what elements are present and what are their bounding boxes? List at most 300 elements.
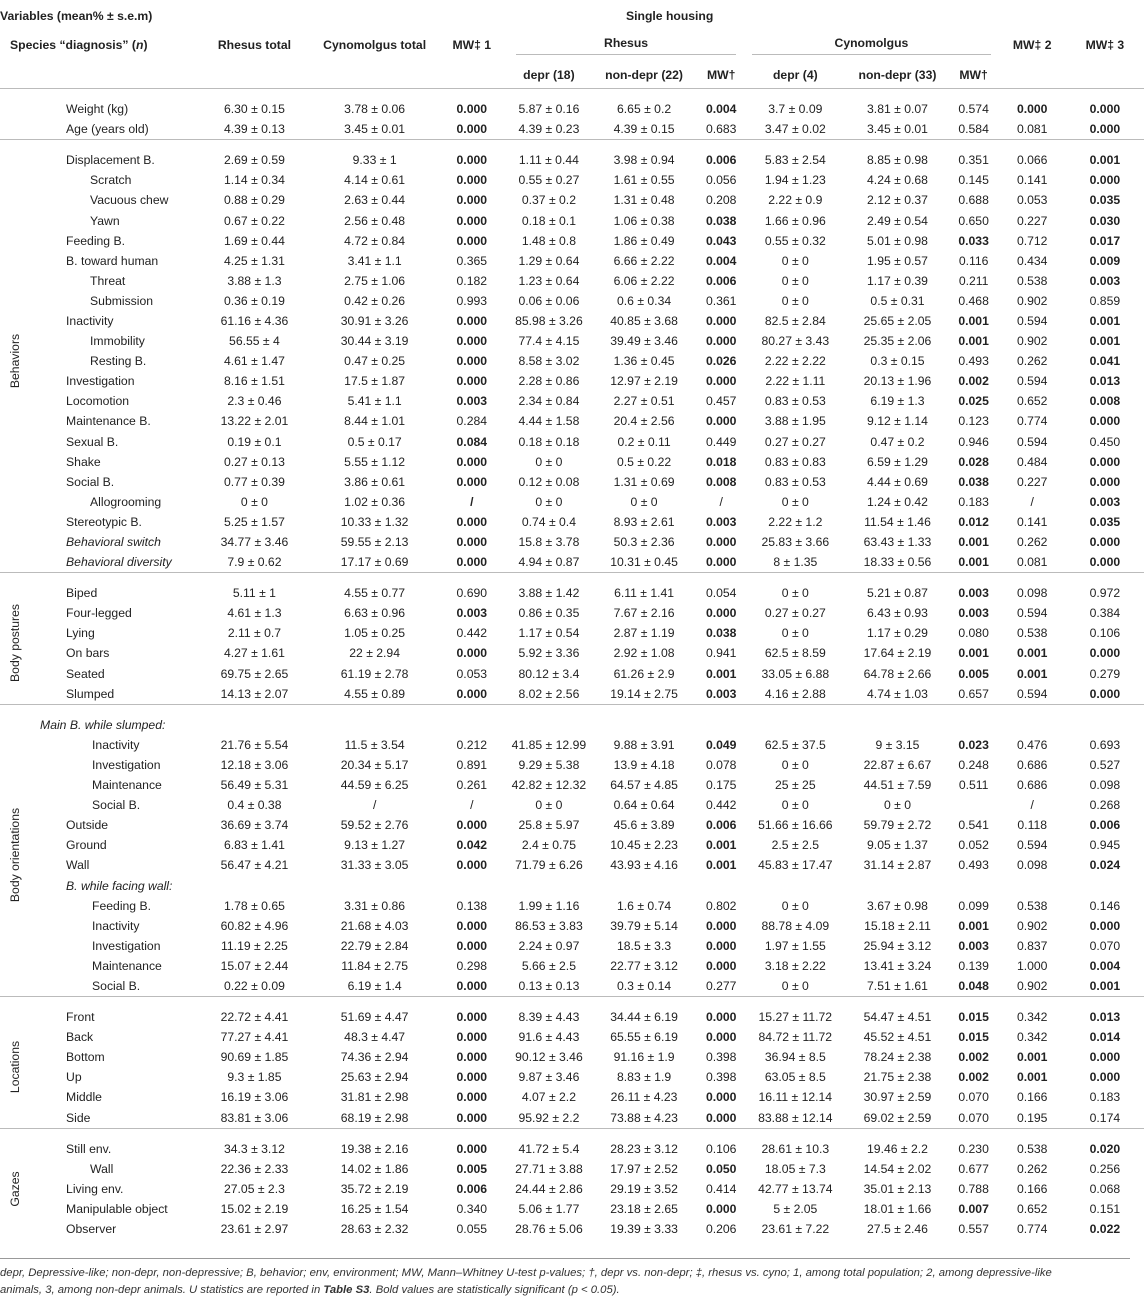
table-cell: 0.227 — [1016, 474, 1048, 489]
table-cell: 0.538 — [1016, 1141, 1048, 1156]
table-cell: 1.61 ± 0.55 — [613, 173, 675, 188]
table-cell: 6.06 ± 2.22 — [613, 273, 675, 288]
table-cell: 0.001 — [1089, 313, 1121, 328]
table-row — [0, 331, 1144, 351]
table-cell: 0.004 — [705, 253, 737, 268]
table-cell: 54.47 ± 4.51 — [863, 1010, 932, 1025]
table-cell: 5.11 ± 1 — [232, 586, 276, 601]
table-cell: 2.22 ± 2.22 — [764, 354, 826, 369]
table-cell: 29.19 ± 3.52 — [610, 1181, 678, 1196]
table-cell: 14.02 ± 1.86 — [340, 1161, 409, 1176]
table-cell: 0.262 — [1016, 1161, 1048, 1176]
table-cell: 0.000 — [705, 334, 737, 349]
table-cell: 91.6 ± 4.43 — [518, 1030, 580, 1045]
table-cell: 8.02 ± 2.56 — [518, 686, 580, 701]
table-cell: 0.450 — [1089, 434, 1121, 449]
table-cell: 3.86 ± 0.61 — [344, 474, 406, 489]
table-cell: 0 ± 0 — [535, 494, 563, 509]
table-cell: 0.538 — [1016, 898, 1048, 913]
table-row — [0, 1179, 1144, 1199]
table-cell: 0.080 — [958, 626, 989, 641]
table-cell: 9.87 ± 3.46 — [518, 1070, 580, 1085]
variable-name: On bars — [66, 646, 110, 661]
table-cell: 2.87 ± 1.19 — [613, 626, 675, 641]
table-cell: 0.902 — [1016, 293, 1048, 308]
table-row — [0, 311, 1144, 331]
table-cell: 3.88 ± 1.95 — [764, 414, 826, 429]
table-cell: 0.002 — [958, 1050, 989, 1065]
table-cell: 0.584 — [958, 122, 989, 137]
table-cell: 0.000 — [456, 918, 488, 933]
table-cell: 3.98 ± 0.94 — [613, 153, 675, 168]
table-cell: 25.65 ± 2.05 — [863, 313, 932, 328]
table-cell: 1.6 ± 0.74 — [617, 898, 672, 913]
table-row — [0, 835, 1144, 855]
table-cell: 1.99 ± 1.16 — [518, 898, 580, 913]
table-row — [0, 452, 1144, 472]
table-cell: 0.000 — [1089, 1070, 1121, 1085]
table-row — [0, 855, 1144, 875]
table-cell: 0.009 — [1089, 253, 1121, 268]
table-cell: 0.183 — [958, 494, 989, 509]
table-cell: 6.65 ± 0.2 — [617, 102, 672, 117]
table-cell: 59.52 ± 2.76 — [340, 818, 409, 833]
table-cell: 51.69 ± 4.47 — [340, 1010, 409, 1025]
table-row — [0, 432, 1144, 452]
table-footnote: depr, Depressive-like; non-depr, non-depressive; B, behavior; env, environment; MW, Mann–Whitney U-test p-values; †, depr vs. non-depr; ‡, rhesus vs. cyno; 1, among total population; 2, among depressive-like animals, 3, among non-depr animals. U statistics are reported in Table S3. Bold values are statistically significant (p < 0.05). — [0, 1258, 1130, 1299]
variable-name: Social B. — [92, 798, 141, 813]
rhesus-total-header: Rhesus total — [217, 38, 291, 52]
table-cell: 0.351 — [958, 153, 989, 168]
variable-name: Inactivity — [92, 737, 140, 752]
table-cell: 0.67 ± 0.22 — [223, 213, 285, 228]
table-cell: 0.230 — [958, 1141, 989, 1156]
table-cell: 0.683 — [705, 122, 737, 137]
table-cell: 11.19 ± 2.25 — [221, 938, 288, 953]
table-cell: 74.36 ± 2.94 — [340, 1050, 409, 1065]
table-row — [0, 735, 1144, 755]
table-row — [0, 775, 1144, 795]
table-cell: 0.74 ± 0.4 — [521, 514, 576, 529]
table-cell: 0.262 — [1016, 535, 1048, 550]
table-cell: 18.01 ± 1.66 — [863, 1201, 932, 1216]
table-cell: 0.106 — [1089, 626, 1121, 641]
variable-name: Age (years old) — [66, 122, 149, 137]
table-row — [0, 603, 1144, 623]
table-cell: 0.005 — [456, 1161, 488, 1176]
table-row — [0, 795, 1144, 815]
subheading: Main B. while slumped: — [40, 717, 166, 732]
table-cell: 84.72 ± 11.72 — [758, 1030, 833, 1045]
table-cell: 4.39 ± 0.15 — [613, 122, 675, 137]
table-cell: 77.4 ± 4.15 — [518, 334, 580, 349]
table-cell: 0.902 — [1016, 978, 1048, 993]
table-cell: 0.652 — [1016, 1201, 1048, 1216]
section-label — [0, 99, 30, 140]
table-cell: 69.75 ± 2.65 — [220, 666, 289, 681]
table-cell: 0.594 — [1016, 434, 1048, 449]
table-row — [0, 1087, 1144, 1107]
table-cell: 0.001 — [958, 918, 989, 933]
table-cell: 63.05 ± 8.5 — [764, 1070, 826, 1085]
table-cell: 0.342 — [1016, 1010, 1048, 1025]
table-cell: 0.788 — [958, 1181, 989, 1196]
table-cell: 0.003 — [1089, 494, 1121, 509]
table-cell: 0.098 — [1016, 586, 1048, 601]
table-cell: 0.000 — [705, 535, 737, 550]
table-cell: 1.17 ± 0.29 — [867, 626, 928, 641]
table-row — [0, 1027, 1144, 1047]
table-cell: 0.211 — [958, 273, 989, 288]
table-cell: 0.000 — [456, 454, 488, 469]
cyno-depr-header: depr (4) — [772, 68, 818, 82]
table-cell: 0.4 ± 0.38 — [227, 798, 282, 813]
table-cell: 0.000 — [456, 193, 488, 208]
table-cell: 6.19 ± 1.4 — [347, 978, 402, 993]
table-cell: 0.227 — [1016, 213, 1048, 228]
table-cell: 0.042 — [456, 838, 488, 853]
subheading: B. while facing wall: — [66, 878, 173, 893]
table-cell: 0.141 — [1016, 514, 1048, 529]
table-cell: 30.97 ± 2.59 — [863, 1090, 932, 1105]
table-cell: 0.712 — [1016, 233, 1048, 248]
table-cell: 4.61 ± 1.47 — [223, 354, 285, 369]
table-cell: 0.5 ± 0.17 — [347, 434, 402, 449]
table-cell: 91.16 ± 1.9 — [613, 1050, 675, 1065]
table-cell: 0.003 — [958, 606, 989, 621]
table-cell: 0.77 ± 0.39 — [223, 474, 285, 489]
table-row — [0, 251, 1144, 271]
table-cell: 0.001 — [1089, 978, 1121, 993]
table-cell: 16.19 ± 3.06 — [220, 1090, 289, 1105]
variable-name: Behavioral diversity — [66, 555, 172, 570]
variable-name: Maintenance — [92, 958, 162, 973]
variable-name: Investigation — [66, 374, 135, 389]
table-cell: 0.493 — [958, 858, 989, 873]
table-cell: 83.81 ± 3.06 — [220, 1110, 289, 1125]
table-cell: 0.993 — [456, 293, 488, 308]
table-cell: 0.000 — [1016, 102, 1048, 117]
table-cell: 0.070 — [958, 1090, 989, 1105]
table-cell: 19.46 ± 2.2 — [867, 1141, 928, 1156]
table-cell: 0.686 — [1016, 757, 1048, 772]
table-cell: 0.000 — [456, 1141, 488, 1156]
table-cell: 61.19 ± 2.78 — [340, 666, 409, 681]
table-cell: 21.76 ± 5.54 — [220, 737, 289, 752]
table-cell: 15.27 ± 11.72 — [758, 1010, 833, 1025]
single-housing-header: Single housing — [625, 9, 714, 23]
table-row — [0, 391, 1144, 411]
table-cell: 19.38 ± 2.16 — [340, 1141, 409, 1156]
table-cell: 12.18 ± 3.06 — [220, 757, 289, 772]
table-cell: 68.19 ± 2.98 — [340, 1110, 409, 1125]
table-cell: 25.63 ± 2.94 — [340, 1070, 409, 1085]
table-cell: 0.078 — [705, 757, 737, 772]
table-cell: 0.005 — [958, 666, 989, 681]
variable-name: Outside — [66, 818, 109, 833]
table-cell: 0.12 ± 0.08 — [518, 474, 580, 489]
table-cell: 0.000 — [705, 1010, 737, 1025]
table-row — [0, 271, 1144, 291]
table-row — [0, 492, 1144, 512]
table-cell: 2.92 ± 1.08 — [613, 646, 675, 661]
table-cell: 42.82 ± 12.32 — [511, 778, 587, 793]
variable-name: Yawn — [90, 213, 120, 228]
table-cell: 0.000 — [705, 1090, 737, 1105]
table-cell: 2.24 ± 0.97 — [518, 938, 580, 953]
table-cell: 3.31 ± 0.86 — [344, 898, 406, 913]
table-cell: 1.17 ± 0.54 — [518, 626, 580, 641]
table-cell: 0.686 — [1016, 778, 1048, 793]
table-cell: 5.87 ± 0.16 — [518, 102, 580, 117]
table-cell: 26.11 ± 4.23 — [610, 1090, 678, 1105]
table-cell: 0.000 — [705, 414, 737, 429]
table-cell: 86.53 ± 3.83 — [515, 918, 583, 933]
table-cell: 0.006 — [705, 153, 737, 168]
mw3-header: MW‡ 3 — [1085, 38, 1125, 52]
table-cell: 73.88 ± 4.23 — [610, 1110, 678, 1125]
table-row — [0, 1139, 1144, 1159]
table-cell: 0 ± 0 — [781, 798, 809, 813]
table-cell — [949, 795, 999, 815]
table-cell: 0.035 — [1089, 193, 1121, 208]
table-cell: 14.54 ± 2.02 — [863, 1161, 932, 1176]
table-cell: 0.000 — [456, 1030, 488, 1045]
table-cell: 0.000 — [456, 686, 488, 701]
table-row — [0, 1199, 1144, 1219]
table-cell: 0.146 — [1089, 898, 1121, 913]
table-cell: 0.000 — [456, 1090, 488, 1105]
table-cell: 23.61 ± 7.22 — [761, 1222, 830, 1237]
table-cell: 0.398 — [705, 1050, 737, 1065]
table-cell: 0.000 — [456, 978, 488, 993]
section-label: Locations — [8, 1041, 23, 1094]
table-cell: 83.88 ± 12.14 — [758, 1110, 833, 1125]
table-cell: / — [470, 798, 474, 813]
variable-name: Wall — [90, 1161, 114, 1176]
table-cell: 4.44 ± 1.58 — [518, 414, 580, 429]
variable-name: Lying — [66, 626, 95, 641]
table-cell: 25.83 ± 3.66 — [761, 535, 830, 550]
table-s3-link[interactable]: Table S3 — [323, 1284, 370, 1296]
table-cell: 18.05 ± 7.3 — [764, 1161, 826, 1176]
cyno-nondepr-header: non-depr (33) — [858, 68, 937, 82]
table-cell: 30.91 ± 3.26 — [340, 313, 409, 328]
table-cell: 1.14 ± 0.34 — [223, 173, 285, 188]
table-cell: 0 ± 0 — [535, 454, 563, 469]
table-cell: 2.3 ± 0.46 — [227, 394, 282, 409]
table-cell: 0.116 — [958, 253, 989, 268]
table-cell: 1.11 ± 0.44 — [518, 153, 579, 168]
variable-name: Social B. — [66, 474, 115, 489]
table-cell: 0.053 — [456, 666, 488, 681]
table-cell: 90.69 ± 1.85 — [220, 1050, 289, 1065]
cynomolgus-total-header: Cynomolgus total — [323, 38, 427, 52]
table-cell: 65.55 ± 6.19 — [610, 1030, 678, 1045]
table-cell: 4.07 ± 2.2 — [521, 1090, 576, 1105]
table-cell: 30.44 ± 3.19 — [340, 334, 409, 349]
table-cell: 0.000 — [1089, 686, 1121, 701]
table-cell: 0.677 — [958, 1161, 989, 1176]
table-cell: 77.27 ± 4.41 — [220, 1030, 289, 1045]
table-cell: 18.5 ± 3.3 — [617, 938, 672, 953]
table-cell: 0.000 — [456, 173, 488, 188]
table-cell: 8.58 ± 3.02 — [518, 354, 580, 369]
table-cell: 0.000 — [1089, 555, 1121, 570]
table-cell: 0.001 — [1089, 153, 1121, 168]
results-table — [0, 4, 1144, 1239]
table-cell: 0.594 — [1016, 313, 1048, 328]
cyno-mw-header: MW† — [959, 68, 988, 82]
table-cell: 2.34 ± 0.84 — [518, 394, 580, 409]
table-row — [0, 875, 1144, 895]
mw1-header: MW‡ 1 — [452, 38, 492, 52]
table-cell: 0.000 — [1089, 414, 1121, 429]
table-cell: 0.000 — [1089, 102, 1121, 117]
table-cell: 80.12 ± 3.4 — [518, 666, 580, 681]
table-cell: 0 ± 0 — [781, 898, 809, 913]
table-cell: 88.78 ± 4.09 — [761, 918, 830, 933]
table-cell: 2.63 ± 0.44 — [344, 193, 406, 208]
table-cell: 0.365 — [456, 253, 488, 268]
table-cell: 5.92 ± 3.36 — [518, 646, 580, 661]
table-cell: 7.67 ± 2.16 — [613, 606, 675, 621]
table-cell: 0.000 — [456, 1010, 488, 1025]
table-cell: 0.000 — [456, 514, 488, 529]
table-cell: 0.018 — [705, 454, 737, 469]
table-cell: 0.015 — [958, 1010, 989, 1025]
table-row — [0, 1219, 1144, 1239]
table-cell: 16.11 ± 12.14 — [758, 1090, 833, 1105]
table-cell: 0.001 — [958, 313, 989, 328]
variable-name: Locomotion — [66, 394, 130, 409]
table-cell: 0.000 — [705, 958, 737, 973]
table-cell: 5.06 ± 1.77 — [518, 1201, 580, 1216]
table-row — [0, 99, 1144, 119]
table-cell: 1.23 ± 0.64 — [518, 273, 580, 288]
table-cell: 0.27 ± 0.13 — [223, 454, 285, 469]
table-cell: 0.043 — [705, 233, 737, 248]
variable-name: Resting B. — [90, 354, 147, 369]
table-cell: 0 ± 0 — [781, 273, 809, 288]
table-cell: 0.014 — [1089, 1030, 1121, 1045]
table-cell: 1.05 ± 0.25 — [344, 626, 406, 641]
table-cell: 48.3 ± 4.47 — [344, 1030, 406, 1045]
variable-name: Biped — [66, 586, 98, 601]
table-cell: 34.44 ± 6.19 — [610, 1010, 678, 1025]
table-cell: / — [372, 798, 377, 813]
table-cell: 0.000 — [1089, 535, 1121, 550]
table-cell: 2.27 ± 0.51 — [613, 394, 675, 409]
table-cell: 0.972 — [1089, 586, 1121, 601]
variable-name: Feeding B. — [66, 233, 125, 248]
species-diagnosis-header: Species “diagnosis” (n) — [10, 38, 148, 52]
table-cell: 0.001 — [1016, 646, 1048, 661]
table-cell: 51.66 ± 16.66 — [758, 818, 833, 833]
table-cell: 0 ± 0 — [781, 494, 809, 509]
table-cell: 2.69 ± 0.59 — [223, 153, 285, 168]
table-cell: 15.07 ± 2.44 — [220, 958, 289, 973]
table-cell: 0.000 — [705, 1201, 737, 1216]
section-label: Body orientations — [8, 808, 23, 903]
table-cell: 9.29 ± 5.38 — [518, 757, 580, 772]
variable-name: Observer — [66, 1222, 117, 1237]
section-label: Gazes — [8, 1171, 23, 1207]
variable-name: Front — [66, 1010, 95, 1025]
variable-name: Living env. — [66, 1181, 124, 1196]
table-cell: 45.6 ± 3.89 — [613, 818, 675, 833]
table-row — [0, 190, 1144, 210]
table-cell: 0.070 — [1089, 938, 1121, 953]
table-cell: 0 ± 0 — [781, 293, 809, 308]
table-cell: 31.81 ± 2.98 — [340, 1090, 409, 1105]
variable-name: Investigation — [92, 938, 161, 953]
table-cell: 0.693 — [1089, 737, 1121, 752]
variable-name: Shake — [66, 454, 101, 469]
table-cell: 0 ± 0 — [781, 978, 809, 993]
table-cell: 0.511 — [958, 778, 989, 793]
table-cell: 0.099 — [958, 898, 989, 913]
table-cell: 0.000 — [456, 334, 488, 349]
table-cell: 0.151 — [1089, 1201, 1121, 1216]
table-cell: 0.837 — [1016, 938, 1048, 953]
table-row — [0, 715, 1144, 735]
variable-name: Investigation — [92, 757, 161, 772]
table-cell: 0.000 — [705, 374, 737, 389]
table-cell: 19.39 ± 3.33 — [610, 1222, 678, 1237]
table-cell: 4.55 ± 0.89 — [344, 686, 406, 701]
table-cell: 0.650 — [958, 213, 989, 228]
table-cell: 9.33 ± 1 — [352, 153, 397, 168]
table-cell: 43.93 ± 4.16 — [610, 858, 678, 873]
table-row — [0, 583, 1144, 603]
table-cell: 33.05 ± 6.88 — [761, 666, 830, 681]
table-cell: 2.22 ± 1.2 — [768, 514, 823, 529]
table-cell: 0.048 — [958, 978, 989, 993]
table-cell: 0.6 ± 0.34 — [617, 293, 672, 308]
table-cell: 0.098 — [1016, 858, 1048, 873]
table-cell: 0.000 — [456, 122, 488, 137]
table-cell: 5.01 ± 0.98 — [867, 233, 928, 248]
table-cell: 31.14 ± 2.87 — [863, 858, 932, 873]
table-cell: 0.414 — [705, 1181, 737, 1196]
table-cell: 0.000 — [705, 313, 737, 328]
table-cell: 78.24 ± 2.38 — [863, 1050, 932, 1065]
table-cell: 0.83 ± 0.53 — [764, 474, 826, 489]
table-cell: 1.95 ± 0.57 — [867, 253, 928, 268]
table-cell: 0.001 — [958, 535, 989, 550]
table-cell: 39.79 ± 5.14 — [610, 918, 678, 933]
table-cell: 12.97 ± 2.19 — [610, 374, 678, 389]
table-cell: 0.000 — [1089, 918, 1121, 933]
table-cell: 0.47 ± 0.25 — [344, 354, 406, 369]
variable-name: Inactivity — [66, 313, 114, 328]
table-cell: 0.262 — [1016, 354, 1048, 369]
table-row — [0, 916, 1144, 936]
variable-name: Middle — [66, 1090, 102, 1105]
table-row — [0, 623, 1144, 643]
table-cell: 64.78 ± 2.66 — [863, 666, 932, 681]
variable-name: Behavioral switch — [66, 535, 161, 550]
table-cell: 3.78 ± 0.06 — [344, 102, 406, 117]
table-cell: 0 ± 0 — [781, 586, 809, 601]
table-cell: 0.118 — [1017, 818, 1047, 833]
table-cell: 2.75 ± 1.06 — [344, 273, 406, 288]
table-cell: 56.49 ± 5.31 — [220, 778, 289, 793]
table-cell: 45.83 ± 17.47 — [758, 858, 833, 873]
table-cell: 0.342 — [1016, 1030, 1048, 1045]
table-cell: 0.025 — [958, 394, 989, 409]
